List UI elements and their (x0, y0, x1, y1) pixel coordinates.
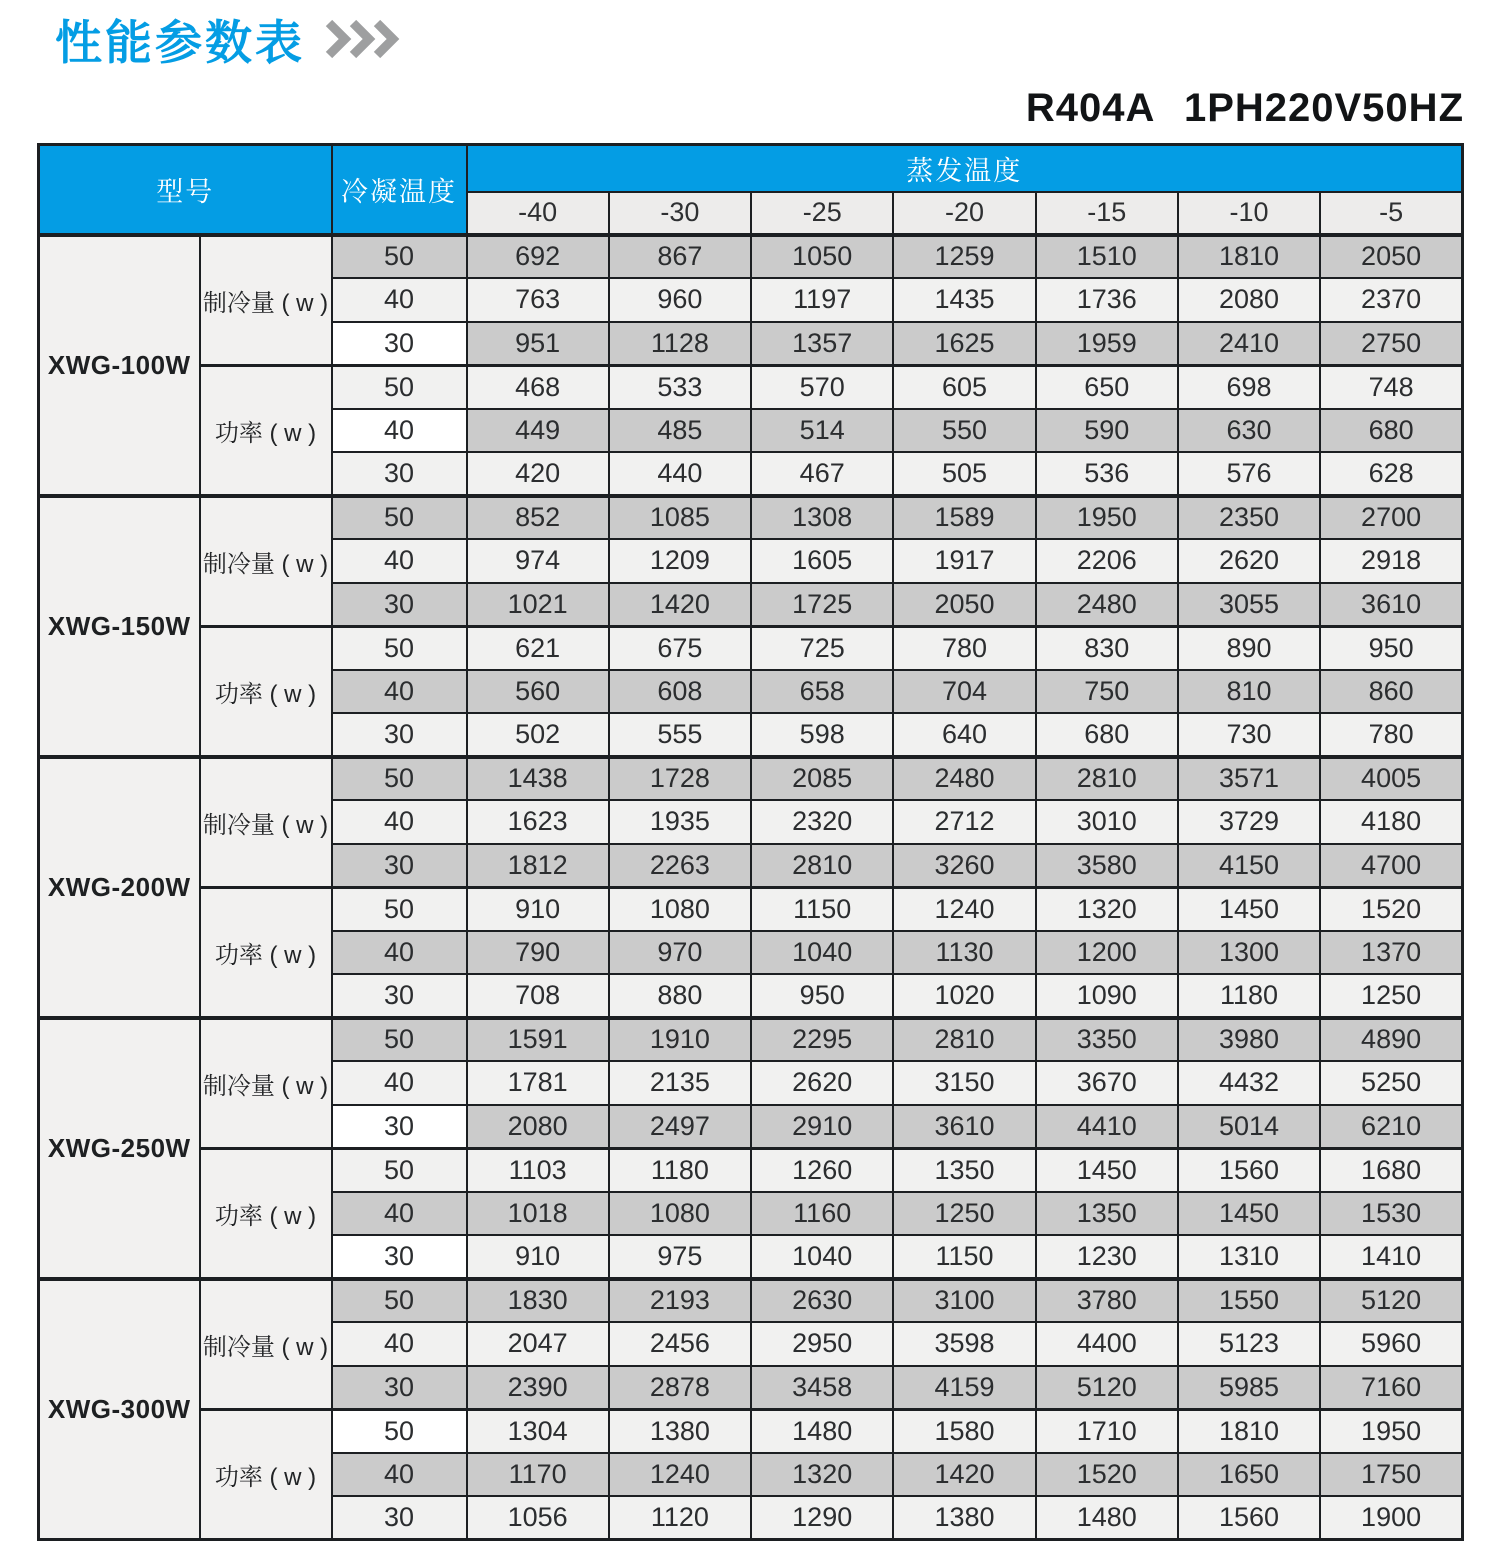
value-cell: 1750 (1320, 1453, 1462, 1497)
table-row (39, 1279, 1463, 1323)
condensing-temp-cell: 40 (332, 278, 467, 322)
value-cell: 867 (609, 235, 751, 279)
value-cell: 2050 (1320, 235, 1462, 279)
value-cell: 748 (1320, 365, 1462, 409)
condensing-temp-cell: 50 (332, 1409, 467, 1453)
value-cell: 1350 (893, 1148, 1035, 1192)
value-cell: 1591 (467, 1018, 609, 1062)
value-cell: 1935 (609, 800, 751, 844)
value-cell: 730 (1178, 713, 1320, 757)
value-cell: 1230 (1036, 1235, 1178, 1279)
value-cell: 4180 (1320, 800, 1462, 844)
header-temp-col: -10 (1178, 192, 1320, 235)
value-cell: 1605 (751, 539, 893, 583)
value-cell: 2950 (751, 1322, 893, 1366)
value-cell: 1310 (1178, 1235, 1320, 1279)
condensing-temp-cell: 50 (332, 757, 467, 801)
value-cell: 1180 (609, 1148, 751, 1192)
value-cell: 420 (467, 452, 609, 496)
value-cell: 2810 (893, 1018, 1035, 1062)
value-cell: 4890 (1320, 1018, 1462, 1062)
value-cell: 449 (467, 409, 609, 453)
value-cell: 650 (1036, 365, 1178, 409)
quantity-label-cell: 功率 ( w ) (200, 887, 332, 1018)
value-cell: 750 (1036, 670, 1178, 714)
model-cell: XWG-200W (39, 757, 200, 1018)
value-cell: 4432 (1178, 1061, 1320, 1105)
value-cell: 1160 (751, 1192, 893, 1236)
value-cell: 2918 (1320, 539, 1462, 583)
value-cell: 658 (751, 670, 893, 714)
table-row (39, 626, 1463, 670)
value-cell: 4400 (1036, 1322, 1178, 1366)
value-cell: 6210 (1320, 1105, 1462, 1149)
value-cell: 2456 (609, 1322, 751, 1366)
value-cell: 2630 (751, 1279, 893, 1323)
condensing-temp-cell: 40 (332, 1061, 467, 1105)
value-cell: 576 (1178, 452, 1320, 496)
value-cell: 2206 (1036, 539, 1178, 583)
value-cell: 1917 (893, 539, 1035, 583)
value-cell: 1290 (751, 1496, 893, 1540)
value-cell: 630 (1178, 409, 1320, 453)
value-cell: 3571 (1178, 757, 1320, 801)
value-cell: 830 (1036, 626, 1178, 670)
value-cell: 1950 (1036, 496, 1178, 540)
value-cell: 3729 (1178, 800, 1320, 844)
value-cell: 1120 (609, 1496, 751, 1540)
value-cell: 675 (609, 626, 751, 670)
value-cell: 3980 (1178, 1018, 1320, 1062)
condensing-temp-cell: 30 (332, 1235, 467, 1279)
value-cell: 1250 (1320, 974, 1462, 1018)
condensing-temp-cell: 30 (332, 322, 467, 366)
value-cell: 1520 (1036, 1453, 1178, 1497)
value-cell: 1781 (467, 1061, 609, 1105)
value-cell: 680 (1036, 713, 1178, 757)
value-cell: 1056 (467, 1496, 609, 1540)
value-cell: 1650 (1178, 1453, 1320, 1497)
value-cell: 2390 (467, 1366, 609, 1410)
table-row (39, 365, 1463, 409)
condensing-temp-cell: 40 (332, 670, 467, 714)
header-temp-col: -30 (609, 192, 751, 235)
performance-table (37, 143, 1464, 1541)
value-cell: 1021 (467, 583, 609, 627)
value-cell: 1728 (609, 757, 751, 801)
value-cell: 698 (1178, 365, 1320, 409)
quantity-label-cell: 功率 ( w ) (200, 1148, 332, 1279)
value-cell: 1320 (751, 1453, 893, 1497)
value-cell: 1050 (751, 235, 893, 279)
value-cell: 1450 (1178, 1192, 1320, 1236)
value-cell: 3350 (1036, 1018, 1178, 1062)
value-cell: 3580 (1036, 844, 1178, 888)
condensing-temp-cell: 40 (332, 931, 467, 975)
value-cell: 2370 (1320, 278, 1462, 322)
value-cell: 1357 (751, 322, 893, 366)
value-cell: 4159 (893, 1366, 1035, 1410)
value-cell: 590 (1036, 409, 1178, 453)
value-cell: 2910 (751, 1105, 893, 1149)
value-cell: 3598 (893, 1322, 1035, 1366)
value-cell: 2085 (751, 757, 893, 801)
value-cell: 2620 (751, 1061, 893, 1105)
value-cell: 1438 (467, 757, 609, 801)
value-cell: 440 (609, 452, 751, 496)
value-cell: 3055 (1178, 583, 1320, 627)
value-cell: 2080 (467, 1105, 609, 1149)
value-cell: 1420 (609, 583, 751, 627)
value-cell: 2263 (609, 844, 751, 888)
condensing-temp-cell: 50 (332, 1279, 467, 1323)
value-cell: 1150 (893, 1235, 1035, 1279)
value-cell: 2480 (893, 757, 1035, 801)
value-cell: 598 (751, 713, 893, 757)
value-cell: 608 (609, 670, 751, 714)
value-cell: 1040 (751, 1235, 893, 1279)
value-cell: 1420 (893, 1453, 1035, 1497)
quantity-label-cell: 制冷量 ( w ) (200, 757, 332, 888)
value-cell: 3610 (1320, 583, 1462, 627)
condensing-temp-cell: 30 (332, 583, 467, 627)
header-temp-col: -25 (751, 192, 893, 235)
value-cell: 4005 (1320, 757, 1462, 801)
value-cell: 1435 (893, 278, 1035, 322)
value-cell: 1550 (1178, 1279, 1320, 1323)
value-cell: 1410 (1320, 1235, 1462, 1279)
value-cell: 1580 (893, 1409, 1035, 1453)
table-body (39, 235, 1463, 1540)
value-cell: 1103 (467, 1148, 609, 1192)
value-cell: 692 (467, 235, 609, 279)
quantity-label-cell: 制冷量 ( w ) (200, 1279, 332, 1410)
value-cell: 628 (1320, 452, 1462, 496)
condensing-temp-cell: 30 (332, 1496, 467, 1540)
value-cell: 2878 (609, 1366, 751, 1410)
quantity-label-cell: 功率 ( w ) (200, 365, 332, 496)
value-cell: 1080 (609, 1192, 751, 1236)
value-cell: 880 (609, 974, 751, 1018)
value-cell: 3610 (893, 1105, 1035, 1149)
value-cell: 950 (1320, 626, 1462, 670)
value-cell: 1240 (609, 1453, 751, 1497)
value-cell: 1260 (751, 1148, 893, 1192)
value-cell: 555 (609, 713, 751, 757)
value-cell: 1240 (893, 887, 1035, 931)
header-temp-col: -20 (893, 192, 1035, 235)
header-temp-col: -5 (1320, 192, 1462, 235)
value-cell: 1530 (1320, 1192, 1462, 1236)
value-cell: 1900 (1320, 1496, 1462, 1540)
triple-chevron-icon (323, 15, 415, 70)
value-cell: 890 (1178, 626, 1320, 670)
value-cell: 1320 (1036, 887, 1178, 931)
page-title (55, 6, 415, 73)
header-temp-col: -15 (1036, 192, 1178, 235)
header-row-top (39, 145, 1463, 192)
value-cell: 2810 (1036, 757, 1178, 801)
value-cell: 1710 (1036, 1409, 1178, 1453)
value-cell: 3010 (1036, 800, 1178, 844)
value-cell: 1250 (893, 1192, 1035, 1236)
value-cell: 467 (751, 452, 893, 496)
quantity-label-cell: 功率 ( w ) (200, 626, 332, 757)
value-cell: 1910 (609, 1018, 751, 1062)
condensing-temp-cell: 30 (332, 1105, 467, 1149)
value-cell: 960 (609, 278, 751, 322)
value-cell: 1128 (609, 322, 751, 366)
value-cell: 1812 (467, 844, 609, 888)
value-cell: 1950 (1320, 1409, 1462, 1453)
value-cell: 704 (893, 670, 1035, 714)
value-cell: 2050 (893, 583, 1035, 627)
value-cell: 1810 (1178, 1409, 1320, 1453)
condensing-temp-cell: 40 (332, 539, 467, 583)
table-row (39, 757, 1463, 801)
value-cell: 1625 (893, 322, 1035, 366)
value-cell: 1150 (751, 887, 893, 931)
value-cell: 4700 (1320, 844, 1462, 888)
value-cell: 2700 (1320, 496, 1462, 540)
value-cell: 5014 (1178, 1105, 1320, 1149)
quantity-label-cell: 制冷量 ( w ) (200, 235, 332, 366)
value-cell: 1480 (1036, 1496, 1178, 1540)
value-cell: 1510 (1036, 235, 1178, 279)
value-cell: 2410 (1178, 322, 1320, 366)
value-cell: 910 (467, 1235, 609, 1279)
condensing-temp-cell: 30 (332, 844, 467, 888)
value-cell: 1018 (467, 1192, 609, 1236)
value-cell: 1370 (1320, 931, 1462, 975)
value-cell: 1170 (467, 1453, 609, 1497)
value-cell: 1308 (751, 496, 893, 540)
model-cell: XWG-150W (39, 496, 200, 757)
value-cell: 1589 (893, 496, 1035, 540)
value-cell: 852 (467, 496, 609, 540)
value-cell: 1020 (893, 974, 1035, 1018)
value-cell: 1810 (1178, 235, 1320, 279)
value-cell: 1300 (1178, 931, 1320, 975)
value-cell: 3100 (893, 1279, 1035, 1323)
value-cell: 1450 (1036, 1148, 1178, 1192)
value-cell: 2620 (1178, 539, 1320, 583)
value-cell: 708 (467, 974, 609, 1018)
condensing-temp-cell: 50 (332, 887, 467, 931)
value-cell: 502 (467, 713, 609, 757)
value-cell: 7160 (1320, 1366, 1462, 1410)
condensing-temp-cell: 40 (332, 1322, 467, 1366)
value-cell: 1200 (1036, 931, 1178, 975)
condensing-temp-cell: 50 (332, 496, 467, 540)
value-cell: 3780 (1036, 1279, 1178, 1323)
value-cell: 5120 (1036, 1366, 1178, 1410)
value-cell: 1304 (467, 1409, 609, 1453)
value-cell: 505 (893, 452, 1035, 496)
value-cell: 780 (893, 626, 1035, 670)
table-row (39, 496, 1463, 540)
value-cell: 1197 (751, 278, 893, 322)
value-cell: 2750 (1320, 322, 1462, 366)
value-cell: 5123 (1178, 1322, 1320, 1366)
value-cell: 950 (751, 974, 893, 1018)
value-cell: 1180 (1178, 974, 1320, 1018)
value-cell: 533 (609, 365, 751, 409)
value-cell: 1680 (1320, 1148, 1462, 1192)
value-cell: 725 (751, 626, 893, 670)
condensing-temp-cell: 40 (332, 800, 467, 844)
value-cell: 790 (467, 931, 609, 975)
value-cell: 1450 (1178, 887, 1320, 931)
value-cell: 514 (751, 409, 893, 453)
value-cell: 1040 (751, 931, 893, 975)
value-cell: 5120 (1320, 1279, 1462, 1323)
value-cell: 2810 (751, 844, 893, 888)
value-cell: 1830 (467, 1279, 609, 1323)
header-model: 型号 (39, 145, 332, 235)
header-temp-col: -40 (467, 192, 609, 235)
value-cell: 3670 (1036, 1061, 1178, 1105)
value-cell: 1209 (609, 539, 751, 583)
value-cell: 810 (1178, 670, 1320, 714)
table-row (39, 887, 1463, 931)
value-cell: 468 (467, 365, 609, 409)
value-cell: 1350 (1036, 1192, 1178, 1236)
condensing-temp-cell: 50 (332, 1018, 467, 1062)
condensing-temp-cell: 50 (332, 626, 467, 670)
value-cell: 560 (467, 670, 609, 714)
value-cell: 2047 (467, 1322, 609, 1366)
value-cell: 1080 (609, 887, 751, 931)
condensing-temp-cell: 30 (332, 452, 467, 496)
value-cell: 3260 (893, 844, 1035, 888)
value-cell: 550 (893, 409, 1035, 453)
value-cell: 3458 (751, 1366, 893, 1410)
value-cell: 4410 (1036, 1105, 1178, 1149)
value-cell: 5985 (1178, 1366, 1320, 1410)
condensing-temp-cell: 40 (332, 409, 467, 453)
condensing-temp-cell: 30 (332, 1366, 467, 1410)
table-row (39, 235, 1463, 279)
value-cell: 2712 (893, 800, 1035, 844)
page-title-text: 性能参数表 (55, 16, 305, 69)
value-cell: 1380 (893, 1496, 1035, 1540)
value-cell: 2080 (1178, 278, 1320, 322)
quantity-label-cell: 制冷量 ( w ) (200, 1018, 332, 1149)
condensing-temp-cell: 30 (332, 713, 467, 757)
header-condensing-temp: 冷凝温度 (332, 145, 467, 235)
value-cell: 536 (1036, 452, 1178, 496)
value-cell: 5960 (1320, 1322, 1462, 1366)
value-cell: 2350 (1178, 496, 1320, 540)
model-cell: XWG-250W (39, 1018, 200, 1279)
value-cell: 640 (893, 713, 1035, 757)
value-cell: 1090 (1036, 974, 1178, 1018)
value-cell: 485 (609, 409, 751, 453)
table-row (39, 1148, 1463, 1192)
model-cell: XWG-300W (39, 1279, 200, 1540)
condensing-temp-cell: 50 (332, 1148, 467, 1192)
value-cell: 4150 (1178, 844, 1320, 888)
value-cell: 970 (609, 931, 751, 975)
value-cell: 1380 (609, 1409, 751, 1453)
header-evaporating-temp: 蒸发温度 (467, 145, 1463, 192)
spec-label: R404A 1PH220V50HZ (1025, 86, 1464, 130)
value-cell: 2320 (751, 800, 893, 844)
value-cell: 1520 (1320, 887, 1462, 931)
condensing-temp-cell: 50 (332, 365, 467, 409)
value-cell: 2497 (609, 1105, 751, 1149)
value-cell: 605 (893, 365, 1035, 409)
quantity-label-cell: 制冷量 ( w ) (200, 496, 332, 627)
value-cell: 1623 (467, 800, 609, 844)
value-cell: 5250 (1320, 1061, 1462, 1105)
value-cell: 680 (1320, 409, 1462, 453)
value-cell: 860 (1320, 670, 1462, 714)
condensing-temp-cell: 50 (332, 235, 467, 279)
value-cell: 763 (467, 278, 609, 322)
value-cell: 1959 (1036, 322, 1178, 366)
table-row (39, 1409, 1463, 1453)
value-cell: 1736 (1036, 278, 1178, 322)
value-cell: 2193 (609, 1279, 751, 1323)
model-cell: XWG-100W (39, 235, 200, 496)
value-cell: 2295 (751, 1018, 893, 1062)
value-cell: 974 (467, 539, 609, 583)
quantity-label-cell: 功率 ( w ) (200, 1409, 332, 1540)
value-cell: 3150 (893, 1061, 1035, 1105)
value-cell: 1480 (751, 1409, 893, 1453)
value-cell: 1560 (1178, 1496, 1320, 1540)
value-cell: 951 (467, 322, 609, 366)
value-cell: 2135 (609, 1061, 751, 1105)
value-cell: 780 (1320, 713, 1462, 757)
table-row (39, 1018, 1463, 1062)
condensing-temp-cell: 30 (332, 974, 467, 1018)
value-cell: 1085 (609, 496, 751, 540)
value-cell: 570 (751, 365, 893, 409)
condensing-temp-cell: 40 (332, 1453, 467, 1497)
value-cell: 1560 (1178, 1148, 1320, 1192)
value-cell: 621 (467, 626, 609, 670)
condensing-temp-cell: 40 (332, 1192, 467, 1236)
value-cell: 1130 (893, 931, 1035, 975)
value-cell: 910 (467, 887, 609, 931)
value-cell: 2480 (1036, 583, 1178, 627)
value-cell: 1725 (751, 583, 893, 627)
value-cell: 975 (609, 1235, 751, 1279)
value-cell: 1259 (893, 235, 1035, 279)
